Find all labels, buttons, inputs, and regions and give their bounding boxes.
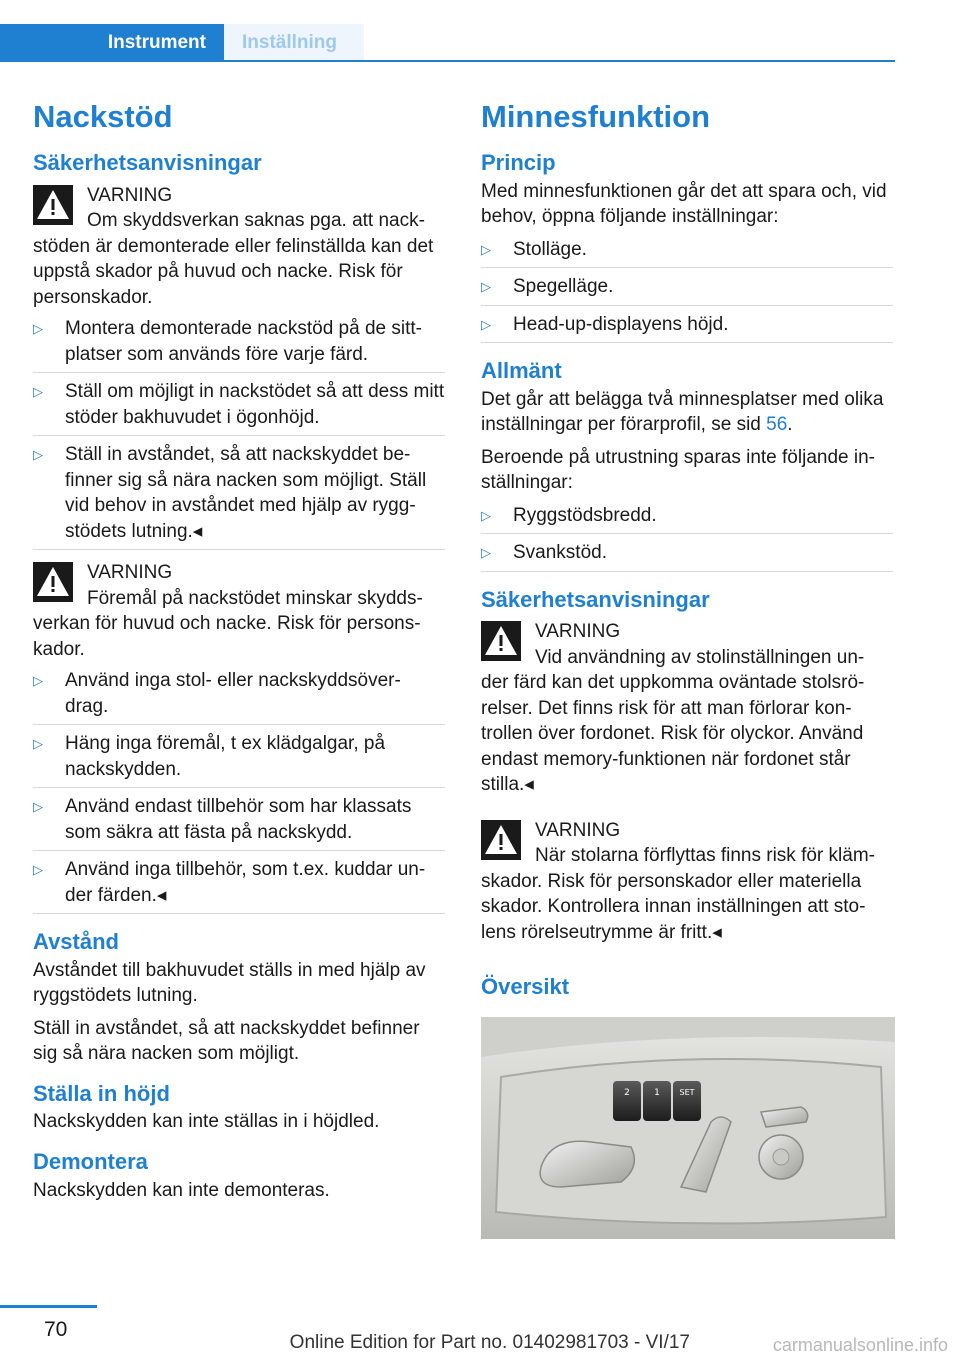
list-item: ▷ Ställ in avståndet, så att nackskyddet be- finner sig så nära nacken som möjligt. Ställ vid behov in avståndet med hjälp av rygg- stödets lutning.◂ xyxy=(33,442,445,550)
triangle-bullet-icon: ▷ xyxy=(33,673,43,689)
section-title-nackstod: Nackstöd xyxy=(33,99,173,134)
paragraph: Beroende på utrustning sparas inte följande in- ställningar: xyxy=(481,446,875,493)
heading-principle: Princip xyxy=(481,150,556,176)
warning-text: Om skyddsverkan saknas pga. att nack- stöden är demonterade eller felinställda kan det uppstå skador på huvud och nacke. Risk för personskador. xyxy=(33,210,434,308)
list-item: ▷ Montera demonterade nackstöd på de sitt- platser som används före varje färd. xyxy=(33,316,445,373)
warning-icon xyxy=(33,185,73,225)
right-column xyxy=(481,98,893,1239)
settings-list xyxy=(481,237,893,344)
heading-safety: Säkerhetsanvisningar xyxy=(33,150,262,176)
warning-block xyxy=(481,818,893,946)
list-item: ▷ Ställ om möjligt in nackstödet så att dess mitt stöder bakhuvudet i ögonhöjd. xyxy=(33,379,445,436)
list-item: ▷ Häng inga föremål, t ex klädgalgar, på nackskydden. xyxy=(33,731,445,788)
warning-text: När stolarna förflyttas finns risk för kläm- skador. Risk för personskador eller materiella skador. Kontrollera innan inställningen att sto- lens rörelseutrymme är fritt.◂ xyxy=(481,845,875,943)
triangle-bullet-icon: ▷ xyxy=(481,279,491,295)
heading-general: Allmänt xyxy=(481,358,562,384)
set-button-label: SET xyxy=(679,1087,695,1097)
list-item: ▷ Använd inga stol- eller nackskyddsöver- drag. xyxy=(33,668,445,725)
list-item: ▷ Head-up-displayens höjd. xyxy=(481,312,893,344)
list-item: ▷ Använd inga tillbehör, som t.ex. kuddar un- der färden.◂ xyxy=(33,857,445,914)
paragraph: Avståndet till bakhuvudet ställs in med hjälp av ryggstödets lutning. xyxy=(33,959,426,1006)
footer-rule xyxy=(0,1305,97,1308)
warning-text: Vid användning av stolinställningen un- der färd kan det uppkomma oväntade stolsrö- relser. Det finns risk för att man förlorar kon- trollen över fordonet. Risk för olyckor. Använd endast memory-funktionen när fordonet står stilla.◂ xyxy=(481,646,865,796)
page-number: 70 xyxy=(44,1318,68,1341)
warning-label: VARNING xyxy=(535,621,621,643)
tab-installning[interactable]: Inställning xyxy=(224,24,364,62)
memory-button-1-label: 1 xyxy=(654,1087,660,1098)
warning-label: VARNING xyxy=(87,562,173,584)
heading-height: Ställa in höjd xyxy=(33,1080,170,1106)
memory-button-2-label: 2 xyxy=(624,1087,630,1098)
warning-icon xyxy=(481,820,521,860)
warning-block xyxy=(33,560,445,662)
instruction-list xyxy=(33,668,445,914)
triangle-bullet-icon: ▷ xyxy=(33,799,43,815)
warning-icon xyxy=(33,562,73,602)
triangle-bullet-icon: ▷ xyxy=(481,507,491,523)
edition-text: Online Edition for Part no. 01402981703 - VI/17 xyxy=(289,1332,690,1353)
warning-block xyxy=(481,619,893,798)
heading-overview: Översikt xyxy=(481,974,570,1000)
tab-instrument[interactable]: Instrument xyxy=(0,24,224,62)
header-rule xyxy=(0,60,895,62)
excluded-settings-list xyxy=(481,503,893,572)
heading-safety: Säkerhetsanvisningar xyxy=(481,586,710,612)
page-link[interactable]: 56 xyxy=(766,413,788,435)
paragraph: Nackskydden kan inte demonteras. xyxy=(33,1179,330,1201)
instruction-list xyxy=(33,316,445,550)
list-item: ▷ Stolläge. xyxy=(481,237,893,269)
triangle-bullet-icon: ▷ xyxy=(33,321,43,337)
section-title-minnesfunktion: Minnesfunktion xyxy=(481,99,711,134)
triangle-bullet-icon: ▷ xyxy=(33,384,43,400)
heading-distance: Avstånd xyxy=(33,929,119,955)
triangle-bullet-icon: ▷ xyxy=(481,545,491,561)
paragraph: Nackskydden kan inte ställas in i höjdled. xyxy=(33,1111,380,1133)
paragraph: Det går att belägga två minnesplatser med olika inställningar per förarprofil, se sid 56. xyxy=(481,388,884,435)
watermark: carmanualsonline.info xyxy=(772,1335,948,1355)
list-item: ▷ Svankstöd. xyxy=(481,540,893,572)
triangle-bullet-icon: ▷ xyxy=(481,316,491,332)
triangle-bullet-icon: ▷ xyxy=(33,862,43,878)
triangle-bullet-icon: ▷ xyxy=(33,447,43,463)
list-item: ▷ Spegelläge. xyxy=(481,274,893,306)
seat-controls-photo xyxy=(481,1017,895,1239)
triangle-bullet-icon: ▷ xyxy=(33,736,43,752)
warning-text: Föremål på nackstödet minskar skydds- verkan för huvud och nacke. Risk för persons- kador. xyxy=(33,587,423,660)
left-column xyxy=(33,98,445,1211)
warning-label: VARNING xyxy=(87,184,173,206)
warning-label: VARNING xyxy=(535,819,621,841)
warning-icon xyxy=(481,621,521,661)
warning-block xyxy=(33,183,445,311)
list-item: ▷ Ryggstödsbredd. xyxy=(481,503,893,535)
paragraph: Ställ in avståndet, så att nackskyddet befinner sig så nära nacken som möjligt. xyxy=(33,1017,420,1064)
triangle-bullet-icon: ▷ xyxy=(481,241,491,257)
list-item: ▷ Använd endast tillbehör som har klassats som säkra att fästa på nackskydd. xyxy=(33,794,445,851)
paragraph: Med minnesfunktionen går det att spara och, vid behov, öppna följande inställningar: xyxy=(481,180,887,227)
seat-controls-illustration xyxy=(481,1017,895,1239)
heading-remove: Demontera xyxy=(33,1149,148,1175)
